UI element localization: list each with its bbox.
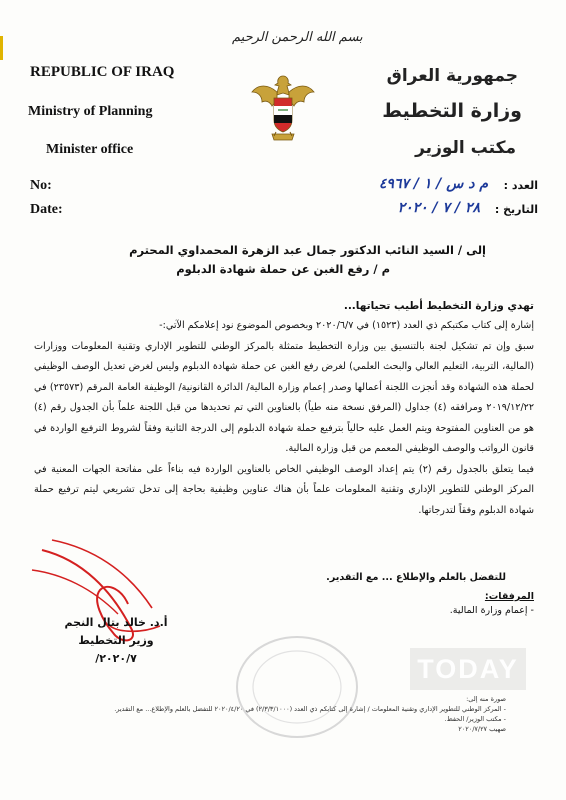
eagle-icon <box>252 76 314 140</box>
no-label-ar: العدد : <box>503 179 538 192</box>
body-paragraph: فيما يتعلق بالجدول رقم (٢) يتم إعداد الوصف الوظيفي الخاص بالعناوين الواردة فيه بناءاً على مفاتحة الجهات المعنية في المركز الوطني للتطوير الإداري وتقنية المعلومات علماً بأن هناك عناوين وظيفية بحاجة إلى تدخل تشريعي ليتم ترفيع حملة شهادة الدبلوم وفقاً لتدرجاتها. <box>34 463 535 516</box>
letter-date: ٢٨ / ٧ / ٢٠٢٠ <box>397 200 480 216</box>
signatory-title: وزير التخطيط <box>78 634 154 647</box>
no-label: No: <box>30 178 52 193</box>
greeting: تهدي وزارة التخطيط أطيب تحياتها... <box>343 300 534 312</box>
date-label: Date: <box>30 202 63 217</box>
body-paragraph: إشارة إلى كتاب مكتبكم ذي العدد (١٥٢٣) في ٢٠٢٠/٦/٧ وبخصوص الموضوع نود إعلامكم الآتي:- <box>159 320 534 331</box>
iraq-eagle-emblem <box>248 70 318 150</box>
closing: للتفضل بالعلم والإطلاع ... مع التقدير. <box>326 572 506 583</box>
ministry-ar: وزارة التخطيط <box>382 100 522 122</box>
cc-line: صهيب ٢٠٢٠/٧/٢٧ <box>458 725 506 733</box>
body-paragraph: سبق وإن تم تشكيل لجنة بالتنسيق بين وزارة التخطيط متمثلة بالمركز الوطني للتطوير الإداري وتقنية المعلومات ووزارات (المالية، التربية، التعليم العالي والبحث العلمي) لغرض رفع الغبن عن حملة شهادة الدبلوم وليس لغرض تعديل الوصف الوظيفي لحملة هذه الشهادة وقد أنجزت اللجنة أعمالها وصدر إعمام وزارة المالية/ الدائرة القانونية/ الوظيفة العامة المرقم (٢٣٥٧٣) في ٢٠١٩/١٢/٢٢ ومرافقه (٤) جداول (المرفق نسخة منه طياً) بالعناوين التي تم تحديدها من قبل اللجنة علماً بأن الجدول رقم (٤) هو من العناوين المفتوحة ويتم العمل عليه حالياً بترفيع حملة شهادة الدبلوم إلى الدرجة الثانية وفقاً لشروط الترفيع الواردة في قانون الرواتب والوصف الوظيفي المعمم من قبل وزارة المالية. <box>34 340 535 454</box>
page-edge-mark <box>0 36 3 60</box>
republic-en: REPUBLIC OF IRAQ <box>30 64 175 80</box>
today-watermark: TODAY <box>410 648 526 690</box>
cc-line: - المركز الوطني للتطوير الإداري وتقنية المعلومات / إشارة إلى كتابكم ذي العدد (٢/٣/٣/١٠٠٠) في ٢٠٢٠/٤/٢٠ للتفضل بالعلم والإطلاع... مع التقدير. <box>114 705 506 713</box>
date-label-ar: التاريخ : <box>494 203 538 216</box>
signature-date: ٢٠٢٠/٧/ <box>95 652 137 665</box>
attachments-heading: المرفقات: <box>484 591 534 602</box>
reference-number: م د س / ١ / ٤٩٦٧ <box>378 176 488 192</box>
letter-body <box>34 316 534 521</box>
subject: م / رفع الغبن عن حملة شهادة الدبلوم <box>176 262 390 276</box>
cc-block <box>84 694 506 734</box>
handwritten-signature <box>22 530 172 650</box>
ministry-en: Ministry of Planning <box>28 104 153 119</box>
cc-line: صورة منه إلى: <box>466 695 506 703</box>
republic-ar: جمهورية العراق <box>386 66 518 86</box>
addressee: إلى / السيد النائب الدكتور جمال عبد الزهرة المحمداوي المحترم <box>129 243 486 257</box>
attachment-item: - إعمام وزارة المالية. <box>449 605 534 616</box>
attachments <box>450 590 534 618</box>
basmala: بسم الله الرحمن الرحيم <box>232 30 363 45</box>
signatory-name: أ.د. خالد بتال النجم <box>64 616 168 629</box>
minister-office-ar: مكتب الوزير <box>415 138 516 158</box>
cc-line: - مكتب الوزير/ الحفظ. <box>444 715 506 723</box>
minister-office-en: Minister office <box>46 142 134 157</box>
